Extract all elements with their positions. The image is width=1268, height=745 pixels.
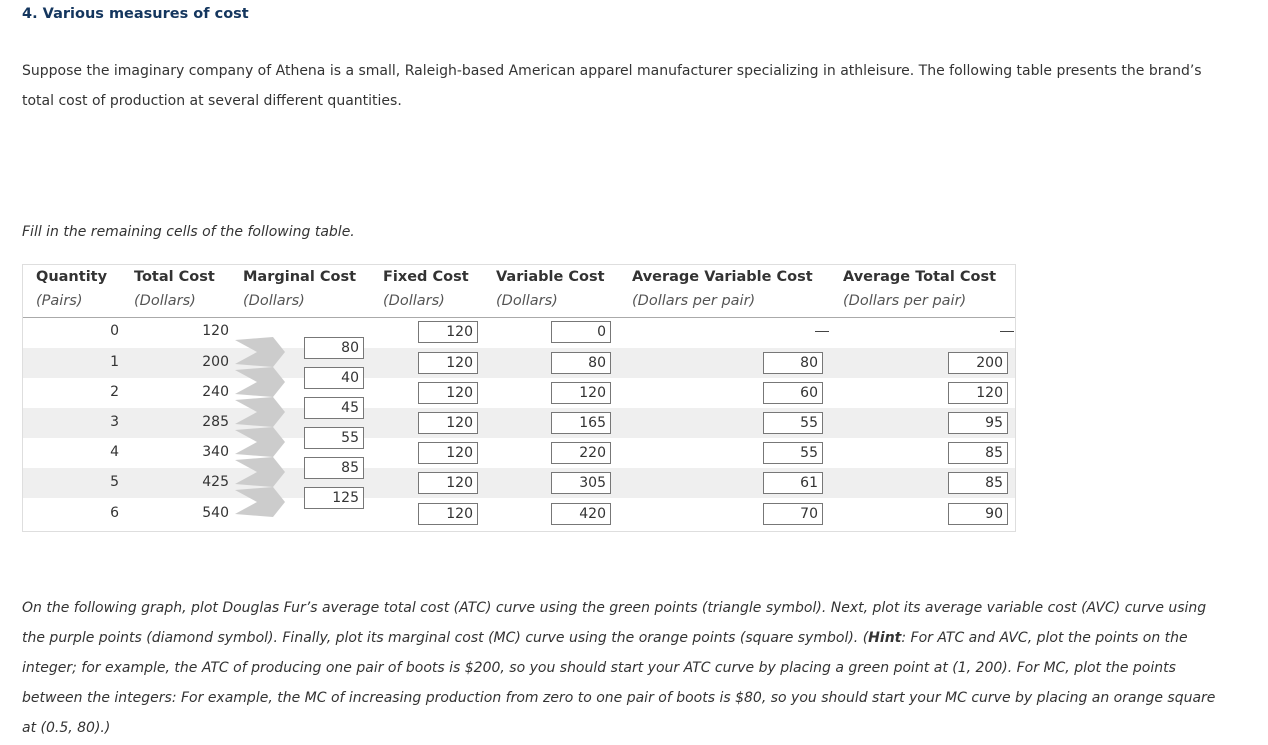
header-unit: (Dollars) xyxy=(496,293,558,309)
atc-input[interactable]: 85 xyxy=(948,442,1008,464)
header-title: Average Total Cost xyxy=(843,269,997,285)
avc-input[interactable]: 55 xyxy=(763,412,823,434)
fixed-cost-input[interactable]: 120 xyxy=(418,412,478,434)
header-total-cost xyxy=(134,265,215,313)
atc-input[interactable]: 200 xyxy=(948,352,1008,374)
marginal-arrow-icon xyxy=(235,457,289,487)
fixed-cost-input[interactable]: 120 xyxy=(418,472,478,494)
header-title: Variable Cost xyxy=(496,269,605,285)
hint-label: Hint xyxy=(868,630,902,646)
fixed-cost-input[interactable]: 120 xyxy=(418,352,478,374)
header-unit: (Dollars) xyxy=(383,293,445,309)
header-unit: (Dollars) xyxy=(134,293,196,309)
header-quantity xyxy=(36,265,107,313)
quantity-cell: 0 xyxy=(110,323,119,339)
fixed-cost-input[interactable]: 120 xyxy=(418,321,478,343)
fixed-cost-input[interactable]: 120 xyxy=(418,503,478,525)
total-cost-cell: 340 xyxy=(202,444,229,460)
marginal-arrow-icon xyxy=(235,367,289,397)
marginal-cost-input[interactable]: 80 xyxy=(304,337,364,359)
variable-cost-input[interactable]: 305 xyxy=(551,472,611,494)
header-rule xyxy=(23,317,1015,318)
total-cost-cell: 540 xyxy=(202,505,229,521)
quantity-cell: 5 xyxy=(110,474,119,490)
quantity-cell: 3 xyxy=(110,414,119,430)
intro-paragraph: Suppose the imaginary company of Athena is a small, Raleigh-based American apparel manufacturer specializing in athleisure. The following table presents the brand’s total cost of production at several different quantities. xyxy=(22,63,1202,109)
header-title: Average Variable Cost xyxy=(632,269,813,285)
variable-cost-input[interactable]: 120 xyxy=(551,382,611,404)
atc-input[interactable]: 95 xyxy=(948,412,1008,434)
fixed-cost-input[interactable]: 120 xyxy=(418,442,478,464)
avc-input[interactable]: 55 xyxy=(763,442,823,464)
atc-input[interactable]: 85 xyxy=(948,472,1008,494)
header-fixed-cost xyxy=(383,265,469,313)
header-average-variable-cost xyxy=(632,265,813,313)
total-cost-cell: 120 xyxy=(202,323,229,339)
header-title: Fixed Cost xyxy=(383,269,469,285)
header-average-total-cost xyxy=(843,265,996,313)
graph-instruction-part2: : For ATC and AVC, plot the points on the integer; for example, the ATC of producing one pair of boots is $200, so you should start your ATC curve by placing a green point at (1, 200). For MC, plot the points between the integers: For example, the MC of increasing production from zero to one pair of boots is $80, so you should start your MC curve by placing an orange square at (0.5, 80).) xyxy=(22,630,1216,736)
total-cost-cell: 200 xyxy=(202,354,229,370)
total-cost-cell: 425 xyxy=(202,474,229,490)
quantity-cell: 6 xyxy=(110,505,119,521)
avc-input[interactable]: 80 xyxy=(763,352,823,374)
total-cost-cell: 285 xyxy=(202,414,229,430)
quantity-cell: 2 xyxy=(110,384,119,400)
header-title: Total Cost xyxy=(134,269,215,285)
header-unit: (Dollars) xyxy=(243,293,305,309)
avc-input[interactable]: 60 xyxy=(763,382,823,404)
fixed-cost-input[interactable]: 120 xyxy=(418,382,478,404)
avc-input[interactable]: 70 xyxy=(763,503,823,525)
total-cost-cell: 240 xyxy=(202,384,229,400)
avc-not-applicable-dash xyxy=(815,331,829,332)
atc-input[interactable]: 120 xyxy=(948,382,1008,404)
graph-instruction xyxy=(22,593,1232,743)
marginal-cost-input[interactable]: 55 xyxy=(304,427,364,449)
table-instruction: Fill in the remaining cells of the following table. xyxy=(22,224,355,240)
header-unit: (Pairs) xyxy=(36,293,83,309)
variable-cost-input[interactable]: 0 xyxy=(551,321,611,343)
header-title: Quantity xyxy=(36,269,108,285)
variable-cost-input[interactable]: 80 xyxy=(551,352,611,374)
quantity-cell: 4 xyxy=(110,444,119,460)
marginal-cost-input[interactable]: 125 xyxy=(304,487,364,509)
marginal-cost-input[interactable]: 40 xyxy=(304,367,364,389)
atc-input[interactable]: 90 xyxy=(948,503,1008,525)
avc-input[interactable]: 61 xyxy=(763,472,823,494)
question-heading: 4. Various measures of cost xyxy=(22,6,249,22)
marginal-arrow-icon xyxy=(235,487,289,517)
cost-table xyxy=(22,264,1016,532)
header-marginal-cost xyxy=(243,265,356,313)
marginal-cost-input[interactable]: 45 xyxy=(304,397,364,419)
marginal-cost-input[interactable]: 85 xyxy=(304,457,364,479)
marginal-arrow-icon xyxy=(235,397,289,427)
graph-instruction-part1: On the following graph, plot Douglas Fur’s average total cost (ATC) curve using the green points (triangle symbol). Next, plot its average variable cost (AVC) curve using the purple points (diamond symbol). Finally, plot its marginal cost (MC) curve using the orange points (square symbol). ( xyxy=(22,600,1207,646)
header-unit: (Dollars per pair) xyxy=(632,293,756,309)
atc-not-applicable-dash xyxy=(1000,331,1014,332)
variable-cost-input[interactable]: 165 xyxy=(551,412,611,434)
header-title: Marginal Cost xyxy=(243,269,357,285)
marginal-arrow-icon xyxy=(235,427,289,457)
quantity-cell: 1 xyxy=(110,354,119,370)
variable-cost-input[interactable]: 420 xyxy=(551,503,611,525)
marginal-arrow-icon xyxy=(235,337,289,367)
header-variable-cost xyxy=(496,265,605,313)
variable-cost-input[interactable]: 220 xyxy=(551,442,611,464)
header-unit: (Dollars per pair) xyxy=(843,293,967,309)
